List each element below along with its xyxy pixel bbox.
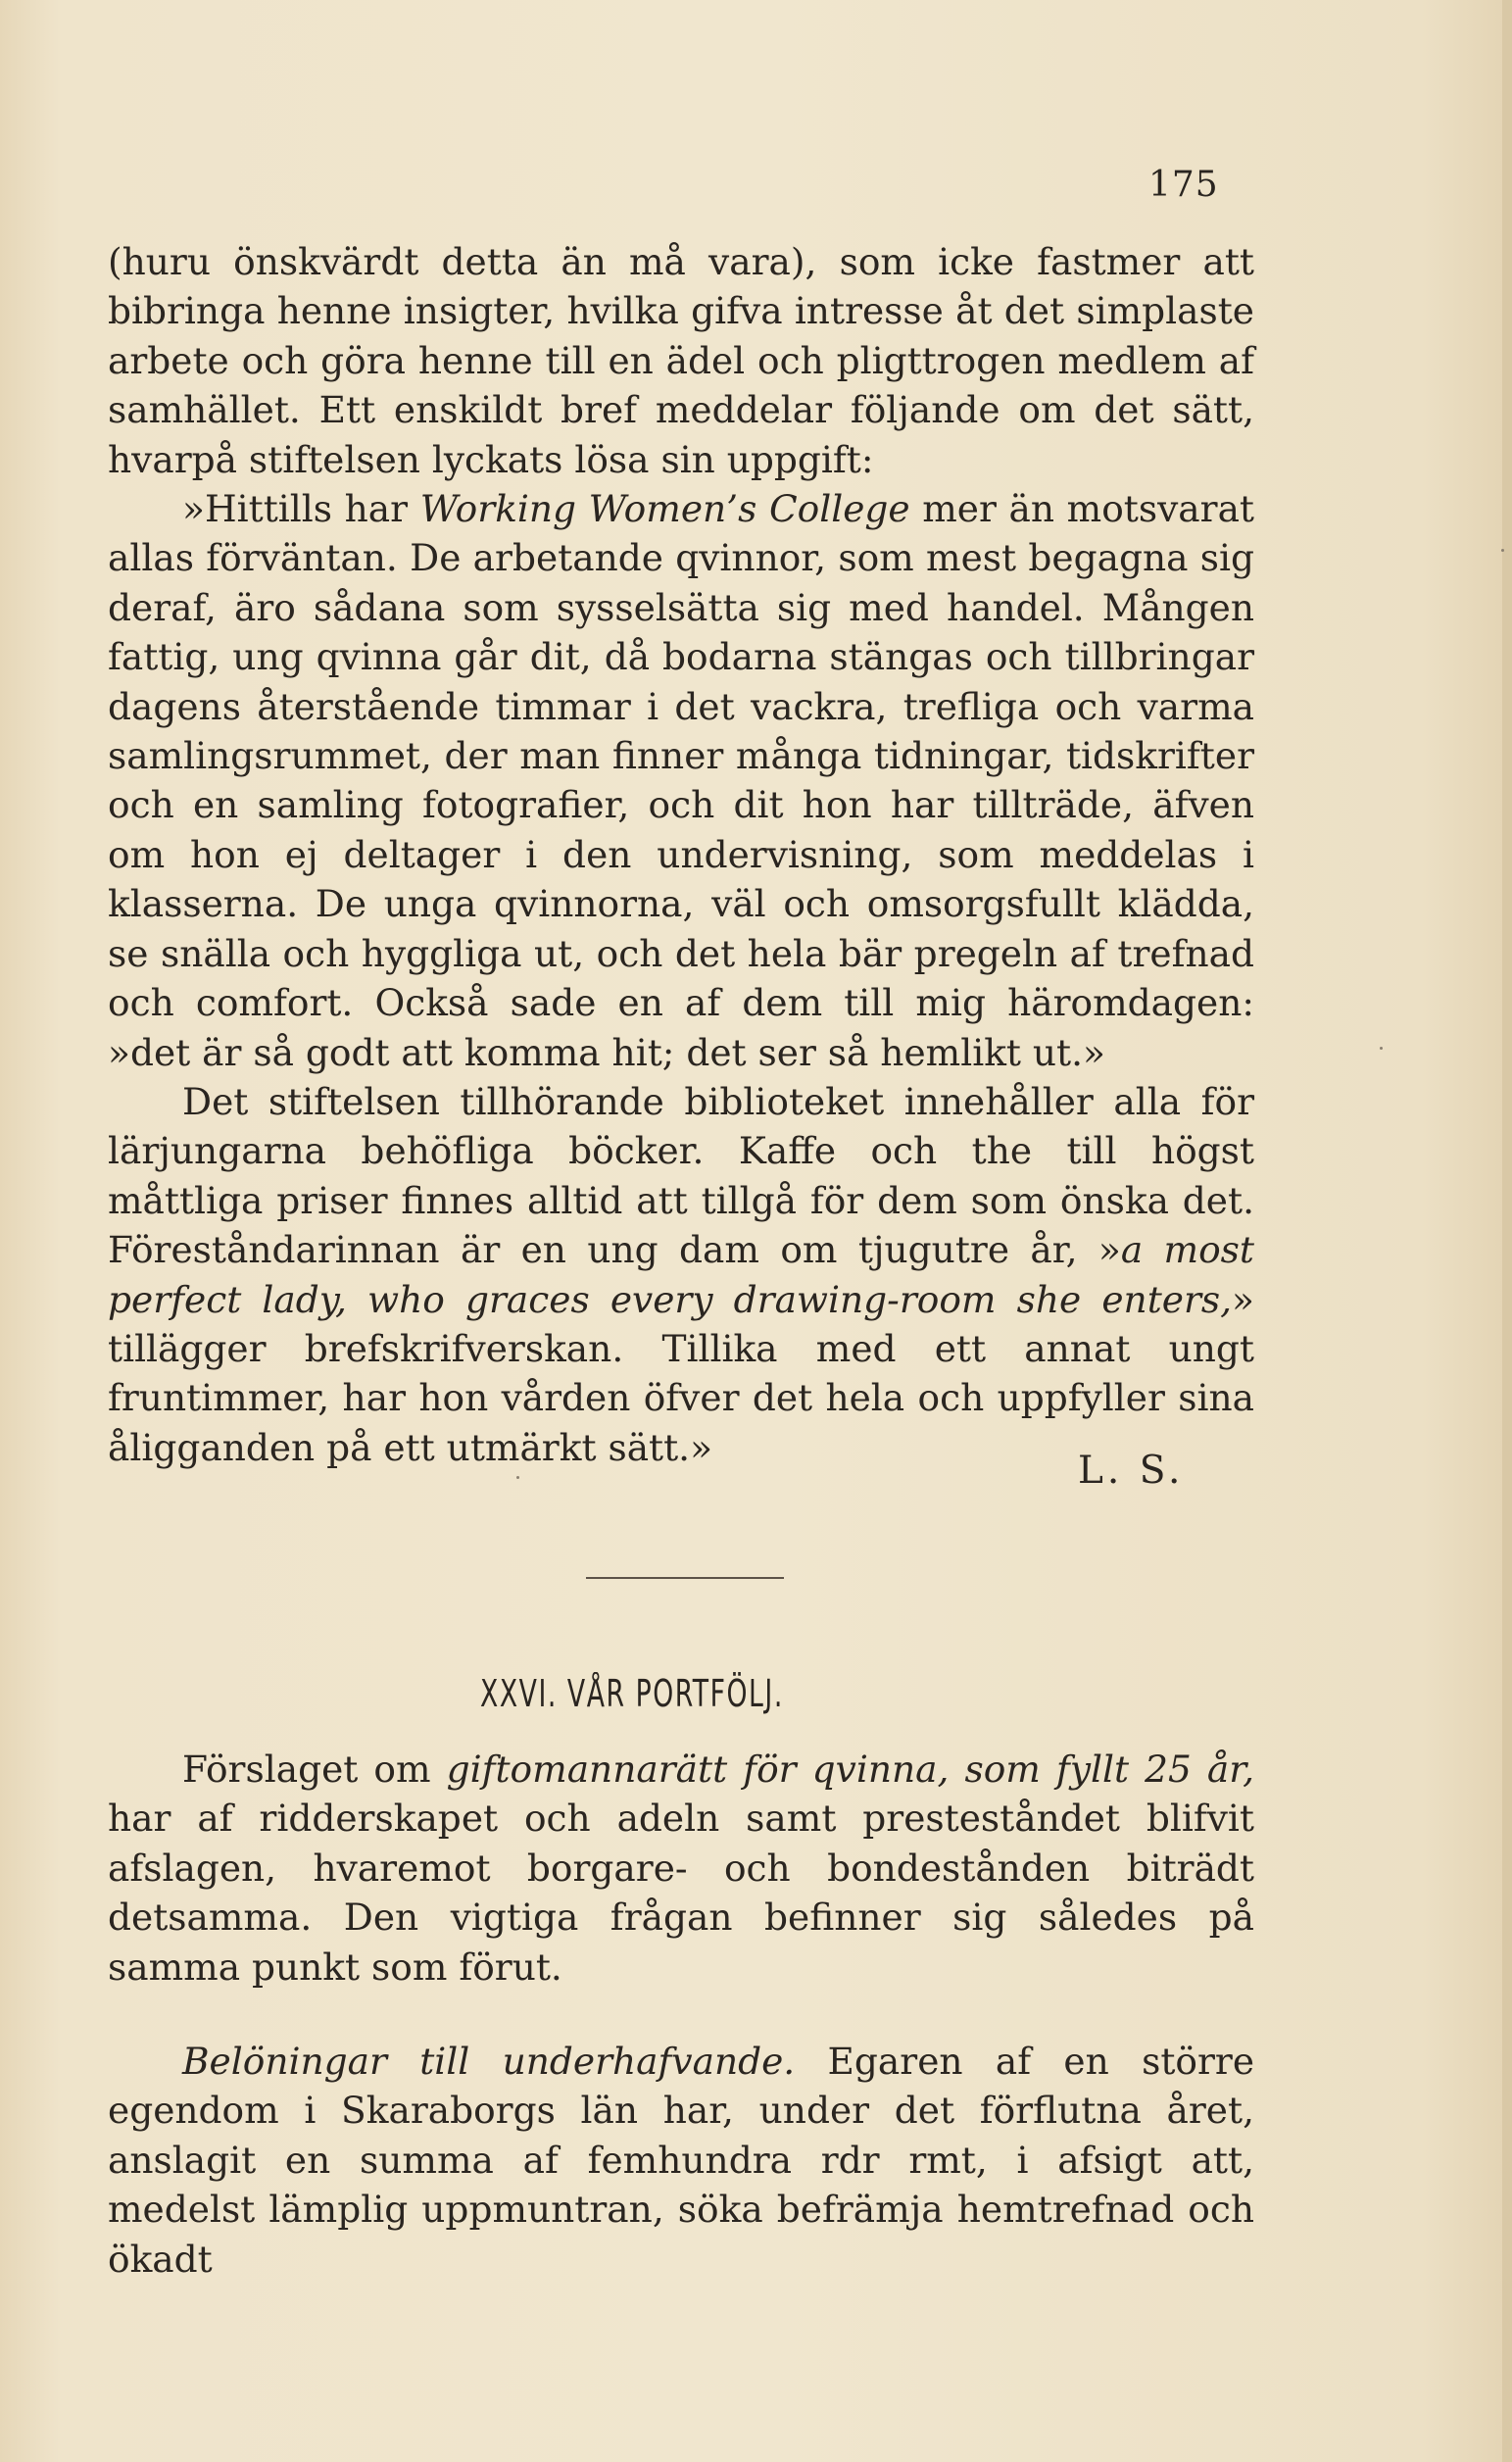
page-number: 175 <box>1148 165 1219 205</box>
paragraph-3-text-rest: » tillägger brefskrifverskan. Tillika med ett annat ungt fruntimmer, har hon vården öfver det hela och uppfyller sina åligganden på ett utmärkt sätt.» <box>108 1277 1254 1469</box>
paragraph-4-text-start: Förslaget om <box>182 1748 447 1791</box>
paper-speck <box>1501 549 1504 552</box>
paragraph-2-text-start: »Hittills har <box>182 487 420 531</box>
paragraph-3-text-start: Det stiftelsen tillhörande biblioteket innehåller alla för lärjungarna behöfliga böcker. Kaffe och the till högst måttliga priser finnes alltid att tillgå för dem som önska det. Föreståndarinnan är en ung dam om tjugutre år, » <box>108 1079 1254 1272</box>
paragraph-2-text-rest: mer än motsvarat allas förväntan. De arbetande qvinnor, som mest begagna sig deraf, äro sådana som sysselsätta sig med handel. Mången fattig, ung qvinna går dit, då bodarna stängas och tillbringar dagens återstående timmar i det vackra, trefliga och varma samlingsrummet, der man finner många tidningar, tidskrifter och en samling fotografier, och dit hon har tillträde, äfven om hon ej deltager i den undervisning, som meddelas i klasserna. De unga qvinnorna, väl och omsorgsfullt klädda, se snälla och hyggliga ut, och det hela bär pregeln af trefnad och comfort. Också sade en af dem till mig häromdagen: »det är så godt att komma hit; det ser så hemlikt ut.» <box>108 487 1255 1074</box>
signature-initials: L. S. <box>1078 1449 1185 1493</box>
paragraph-3 <box>108 1077 1254 1472</box>
body-text-rewards <box>108 2037 1254 2284</box>
paragraph-1: (huru önskvärdt detta än må vara), som icke fastmer att bibringa henne insigter, hvilka gifva intresse åt det simplaste arbete och göra henne till en ädel och pligttrogen medlem af samhället. Ett enskildt bref meddelar följande om det sätt, hvarpå stiftelsen lyckats lösa sin uppgift: <box>108 240 1254 481</box>
paragraph-4-text-rest: har af ridderskapet och adeln samt presteståndet blifvit afslagen, hvaremot borgare- och bondestånden biträdt detsamma. Den vigtiga frågan befinner sig således på samma punkt som förut. <box>108 1797 1254 1989</box>
paper-speck <box>1380 1047 1383 1050</box>
english-quote-italic: a most perfect lady, who graces every drawing-room she enters, <box>108 1228 1254 1321</box>
section-heading: XXVI. VÅR PORTFÖLJ. <box>480 1672 784 1715</box>
section-divider <box>586 1577 784 1579</box>
proposal-italic: giftomannarätt för qvinna, som fyllt 25 år, <box>446 1748 1254 1791</box>
page-edge <box>1502 0 1512 2462</box>
paragraph-2 <box>108 484 1254 1077</box>
paragraph-4 <box>108 1745 1254 1992</box>
paragraph-5-text-rest: Egaren af en större egendom i Skaraborgs län har, under det förflutna året, anslagit en summa af femhundra rdr rmt, i afsigt att, medelst lämplig uppmuntran, söka befrämja hemtrefnad och ökadt <box>108 2040 1255 2281</box>
body-text-upper <box>108 237 1254 1472</box>
paper-speck <box>516 1476 519 1479</box>
rewards-heading-italic: Belöningar till underhafvande. <box>182 2040 796 2083</box>
body-text-portfolio <box>108 1745 1254 1992</box>
college-name-italic: Working Women’s College <box>419 487 910 531</box>
paragraph-5 <box>108 2037 1254 2284</box>
